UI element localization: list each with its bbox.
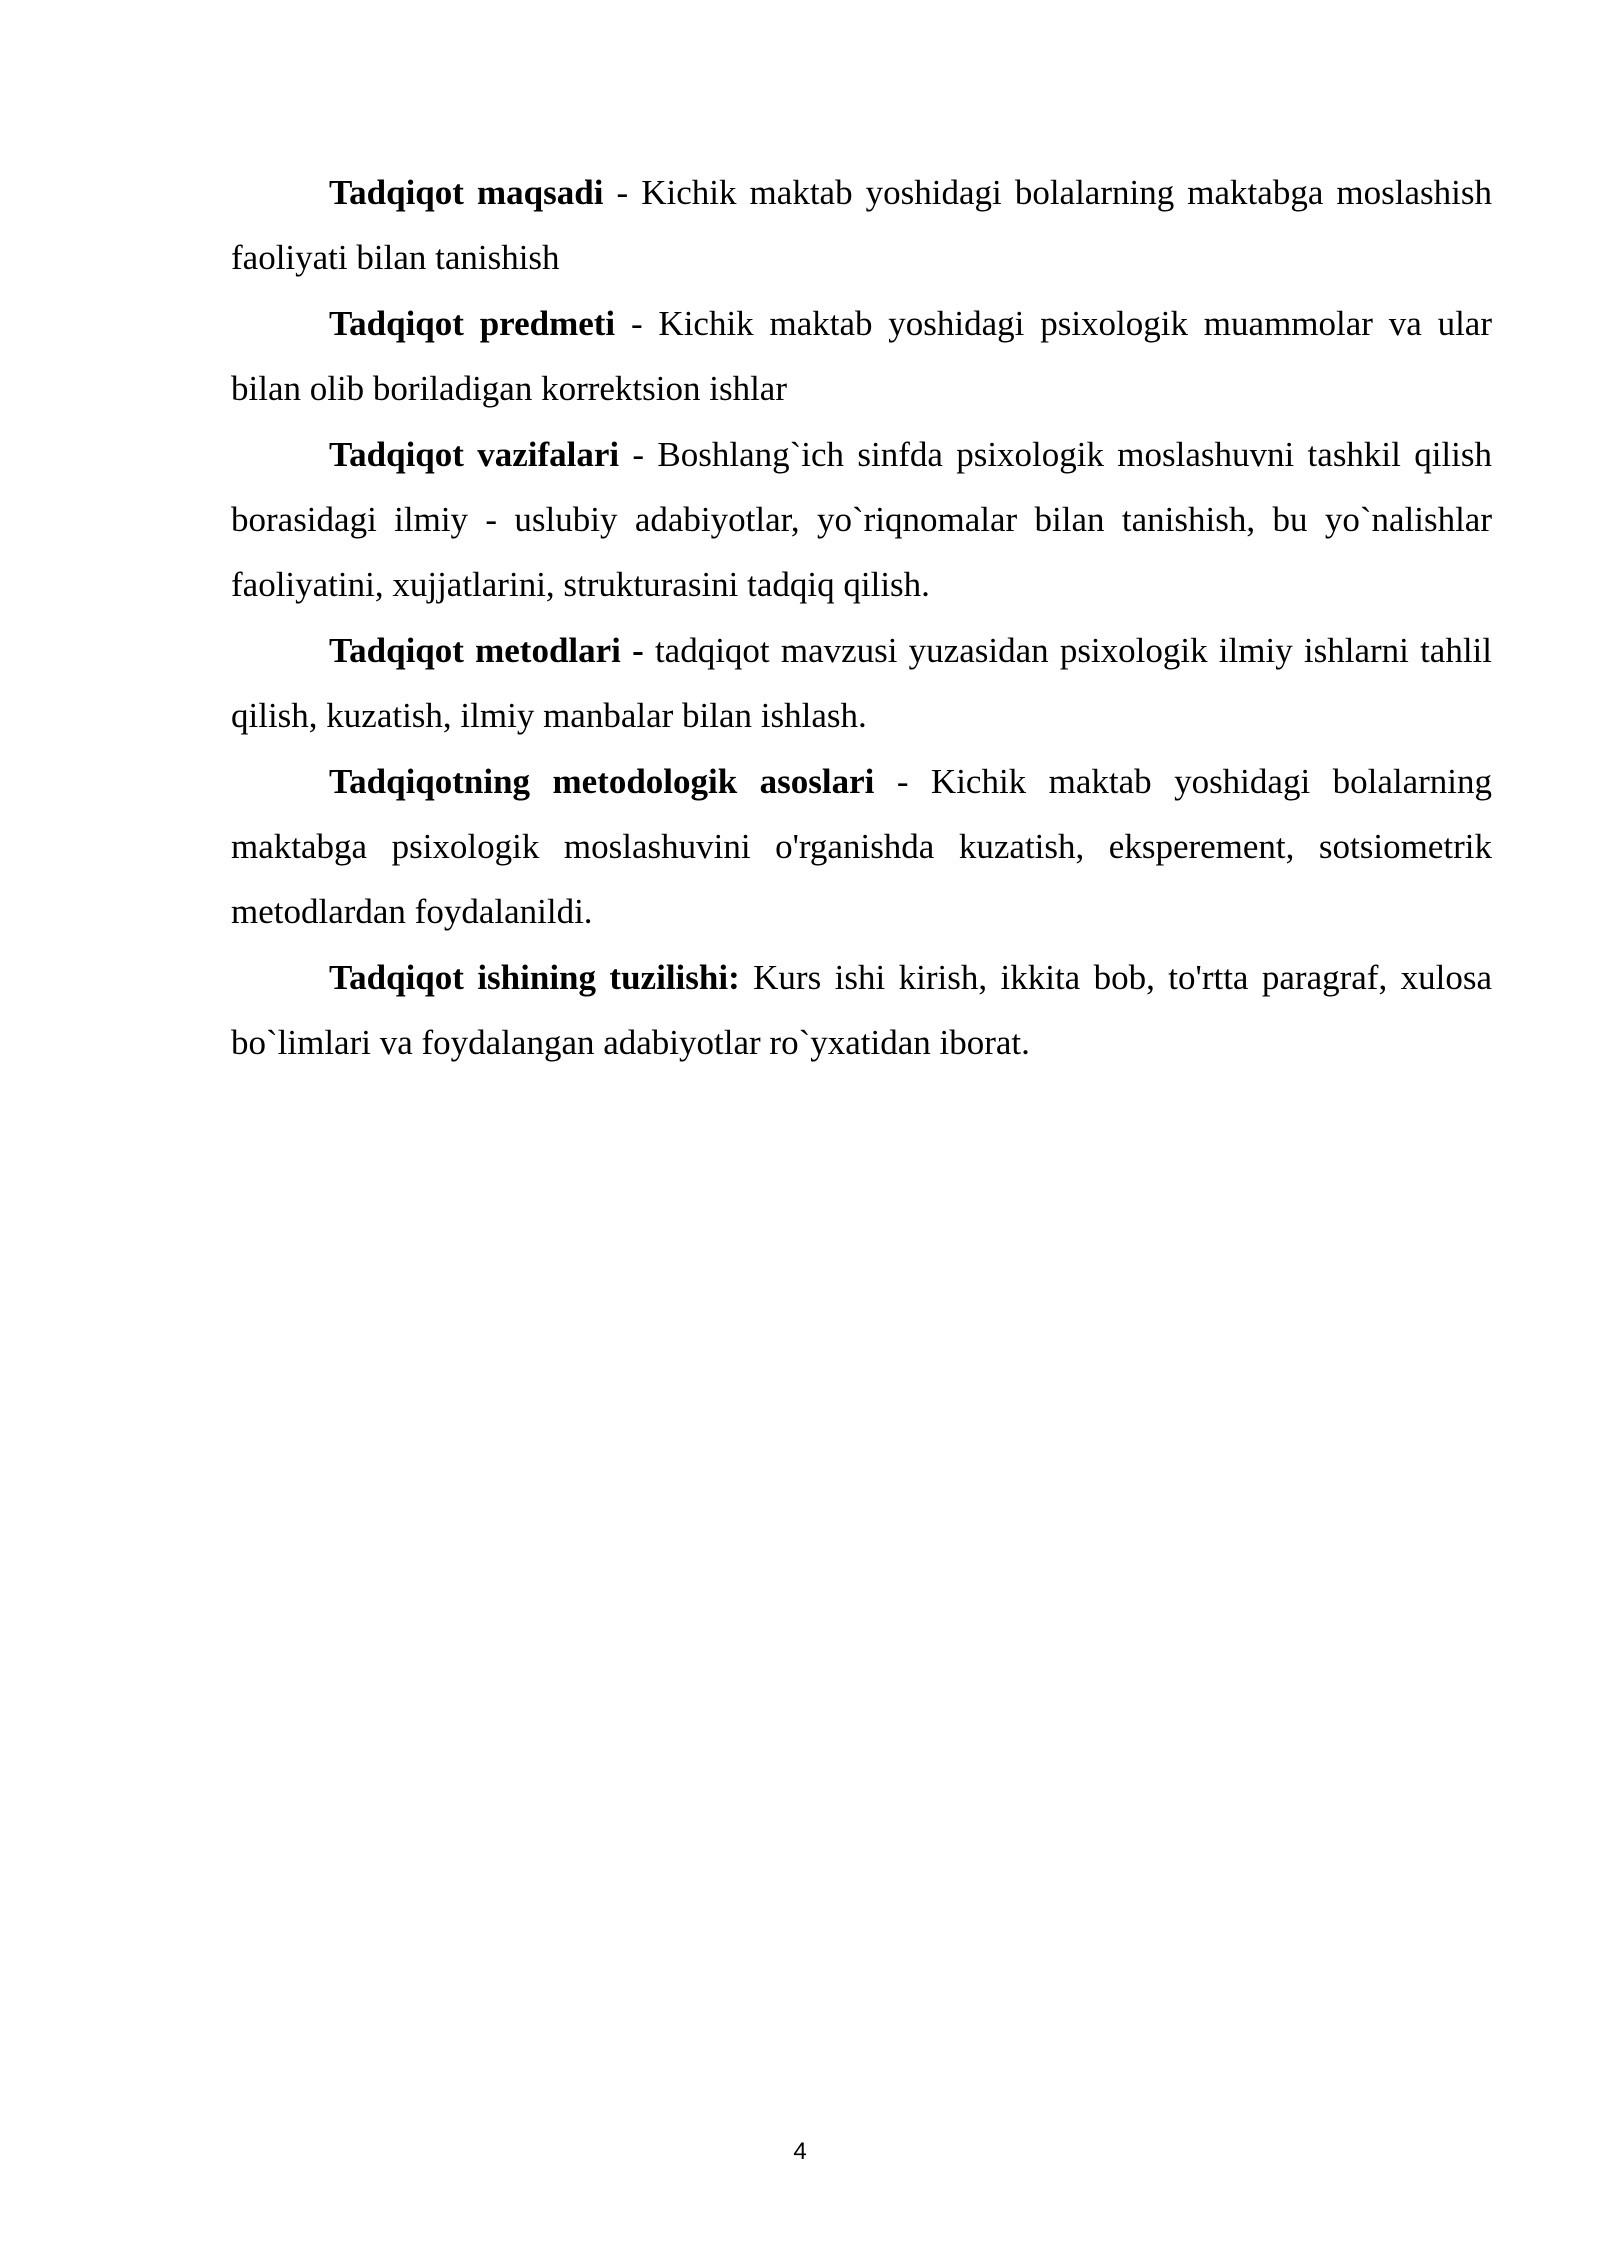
paragraph-body: tadqiqot mavzusi yuzasidan psixologik ilmiy ishlarni tahlil qilish, kuzatish, ilmiy manbalar bilan ishlash. <box>231 630 1492 736</box>
paragraph-body: Kurs ishi kirish, ikkita bob, to'rtta paragraf, xulosa bo`limlari va foydalangan adabiyotlar ro`yxatidan iborat. <box>231 957 1493 1063</box>
paragraph-heading: Tadqiqot metodlari - <box>329 630 644 670</box>
paragraph-heading: Tadqiqotning metodologik asoslari <box>329 761 875 801</box>
paragraph-heading: Tadqiqot vazifalari <box>329 434 620 474</box>
paragraph-tadqiqot-predmeti <box>231 291 1492 422</box>
paragraph-heading: Tadqiqot predmeti <box>329 303 616 343</box>
paragraph-heading: Tadqiqot ishining tuzilishi: <box>329 957 740 997</box>
page-number: 4 <box>793 2138 807 2165</box>
paragraph-body: - Kichik maktab yoshidagi bolalarning maktabga moslashish faoliyati bilan tanishish <box>231 173 1492 278</box>
paragraph-tadqiqot-metodlari <box>231 618 1492 749</box>
body-text <box>231 160 1492 1076</box>
paragraph-body: - Kichik maktab yoshidagi bolalarning maktabga psixologik moslashuvini o'rganishda kuzatish, eksperement, sotsiometrik metodlardan foydalanildi. <box>231 761 1492 932</box>
paragraph-tadqiqot-maqsadi <box>231 160 1492 291</box>
paragraph-body: - Boshlang`ich sinfda psixologik moslashuvni tashkil qilish borasidagi ilmiy - uslubiy adabiyotlar, yo`riqnomalar bilan tanishish, bu yo`nalishlar faoliyatini, xujjatlarini, strukturasini tadqiq qilish. <box>231 434 1492 605</box>
paragraph-heading: Tadqiqot maqsadi <box>329 173 604 212</box>
paragraph-ishining-tuzilishi <box>231 945 1492 1076</box>
paragraph-metodologik-asoslari <box>231 749 1492 945</box>
paragraph-tadqiqot-vazifalari <box>231 422 1492 618</box>
paragraph-body: - Kichik maktab yoshidagi psixologik muammolar va ular bilan olib boriladigan korrektsion ishlar <box>231 303 1492 409</box>
